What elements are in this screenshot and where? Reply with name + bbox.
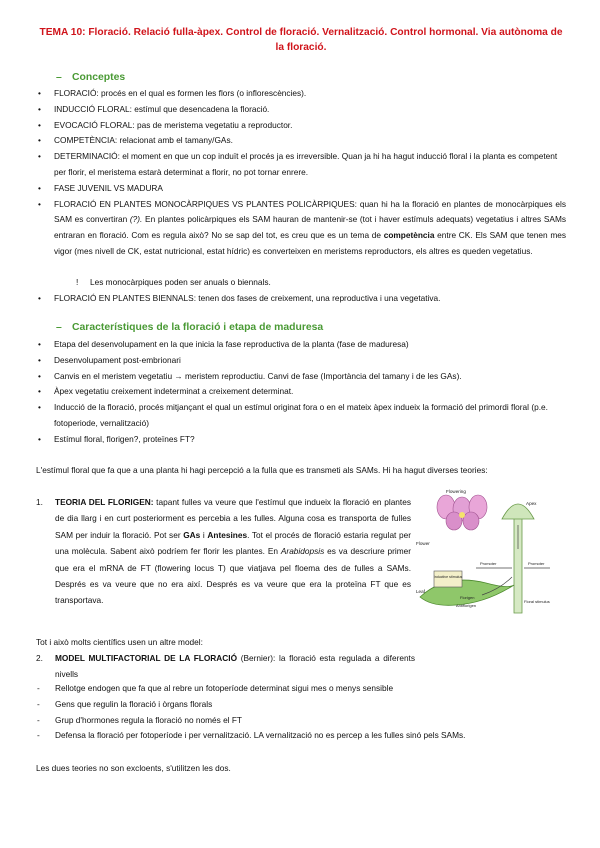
sub-note: [76, 277, 271, 287]
page-title: TEMA 10: Floració. Relació fulla-àpex. Control de floració. Vernalització. Control hormonal. Via autònoma de la floració.: [39, 27, 563, 53]
promoter-label: Promoter: [480, 561, 497, 566]
theory-text: MODEL MULTIFACTORIAL DE LA FLORACIÓ (Bernier): la floració esta regulada a diferents nivells: [55, 653, 416, 680]
theory-text: TEORIA DEL FLORIGEN: tapant fulles va veure que l'estímul que indueix la floració en plantes de dia llarg i en curt posteriorment es percebia a les fulles. Alguna cosa es transporta de fulles SAM per induir la floració. Pot ser GAs i Antesines. Tot el procés de floració estaria regulat per una molècula. Sabent això podríem fer florir les plantes. En Arabidopsis es va descriure primer que era el mRNA de FT (flowering locus T) que viatjava pel floema des de fulles a SAMs. Després es va veure que no era així. Després es va veure que era la proteïna FT que es transportava.: [55, 497, 411, 606]
section-heading-conceptes: [56, 72, 125, 83]
list-item: - Rellotge endogen que fa que al rebre un fotoperíode determinat sigui mes o menys sensible: [36, 681, 566, 697]
apex-label: Apex: [526, 501, 537, 506]
list-item: • COMPETÈNCIA: relacionat amb el tamany/GAs.: [36, 133, 566, 149]
list-item: • FLORACIÓ EN PLANTES MONOCÀRPIQUES VS PLANTES POLICÀRPIQUES: quan hi ha la floració en plantes de monocàrpiques els SAM es convertiran (?). En plantes policàrpiques els SAM hauran de mantenir-se (tot i haver estímuls adequats) vegetatius i altres SAMs entraran en floració. Com es regula això? No se sap del tot, es creu que es un tema de competència entre CK. Els SAM que tenen mes vigor (mes nivell de CK, estat nutricional, estat hídric) es converteixen en meristems reproductors, els altres es queden vegetatius.: [36, 197, 566, 260]
antiflorigen-label: Antiflorigen: [456, 603, 477, 608]
biennals-list: [36, 291, 566, 307]
flowering-label: Flowering: [446, 489, 466, 494]
section-heading-caracteristiques: [56, 322, 323, 333]
plant-diagram: [416, 485, 576, 620]
section-title: Característiques de la floració i etapa de maduresa: [72, 322, 324, 333]
transition-paragraph: Tot i això molts científics usen un altre model:: [36, 637, 203, 647]
item-number: 2.: [36, 653, 43, 663]
stimulus-box: [434, 571, 462, 587]
list-item: - Grup d'hormones regula la floració no només el FT: [36, 713, 566, 729]
conceptes-list: [36, 86, 566, 260]
florigen-figure: [416, 485, 576, 620]
list-item: • Estímul floral, florigen?, proteïnes FT?: [36, 432, 566, 448]
item-number: 1.: [36, 497, 43, 507]
caracteristiques-list: [36, 337, 566, 448]
list-item: • FASE JUVENIL VS MADURA: [36, 181, 566, 197]
multifactorial-list: [36, 681, 566, 744]
list-item: • Àpex vegetatiu creixement indeterminat a creixement determinat.: [36, 384, 566, 400]
note-mark: !: [76, 277, 79, 287]
list-item: - Defensa la floració per fotoperíode i per vernalització. LA vernalització no es percep a les fulles sinó pels SAMs.: [36, 728, 566, 744]
list-item: • Desenvolupament post-embrionari: [36, 353, 566, 369]
list-item: • FLORACIÓ: procés en el qual es formen les flors (o inflorescències).: [36, 86, 566, 102]
petal-shape: [463, 512, 479, 530]
section-dash: –: [56, 322, 62, 333]
list-item: • FLORACIÓ EN PLANTES BIENNALS: tenen dos fases de creixement, una reproductiva i una vegetativa.: [36, 291, 566, 307]
leaf-label: Leaf: [416, 589, 425, 594]
intro-paragraph: L'estímul floral que fa que a una planta hi hagi percepció a la fulla que es transmeti als SAMs. Hi ha hagut diverses teories:: [36, 465, 488, 475]
promoter-label: Promoter: [528, 561, 545, 566]
flower-center: [459, 512, 465, 518]
stimulus-label: Inductive stimulus: [433, 575, 463, 579]
list-item: • EVOCACIÓ FLORAL: pas de meristema vegetatiu a reproductor.: [36, 118, 566, 134]
list-item: - Gens que regulin la floració i òrgans florals: [36, 697, 566, 713]
section-dash: –: [56, 72, 62, 83]
apex-shape: [502, 504, 534, 519]
list-item: • Inducció de la floració, procés mitjançant el qual un estímul originat fora o en el mateix àpex indueix la formació del primordi floral (p.e. fotoperiode, vernalització): [36, 400, 566, 432]
flower-label: Flower: [416, 541, 430, 546]
florigen-label: Florigen: [460, 595, 475, 600]
list-item: • DETERMINACIÓ: el moment en que un cop induït el procés ja es irreversible. Quan ja hi ha hagut inducció floral i la planta es competent per florir, el meristema estarà determinat a florir, no pot tornar enrere.: [36, 149, 566, 181]
section-title: Conceptes: [72, 72, 126, 83]
note-text: Les monocàrpiques poden ser anuals o biennals.: [90, 277, 271, 287]
list-item: • Canvis en el meristem vegetatiu → meristem reproductiu. Canvi de fase (Importància del tamany i de les GAs).: [36, 369, 566, 385]
list-item: • INDUCCIÓ FLORAL: estímul que desencadena la floració.: [36, 102, 566, 118]
floral-stimulus-label: Floral stimulus: [524, 599, 550, 604]
list-item: • Etapa del desenvolupament en la que inicia la fase reproductiva de la planta (fase de maduresa): [36, 337, 566, 353]
closing-paragraph: Les dues teories no son excloents, s'utilitzen les dos.: [36, 763, 231, 773]
